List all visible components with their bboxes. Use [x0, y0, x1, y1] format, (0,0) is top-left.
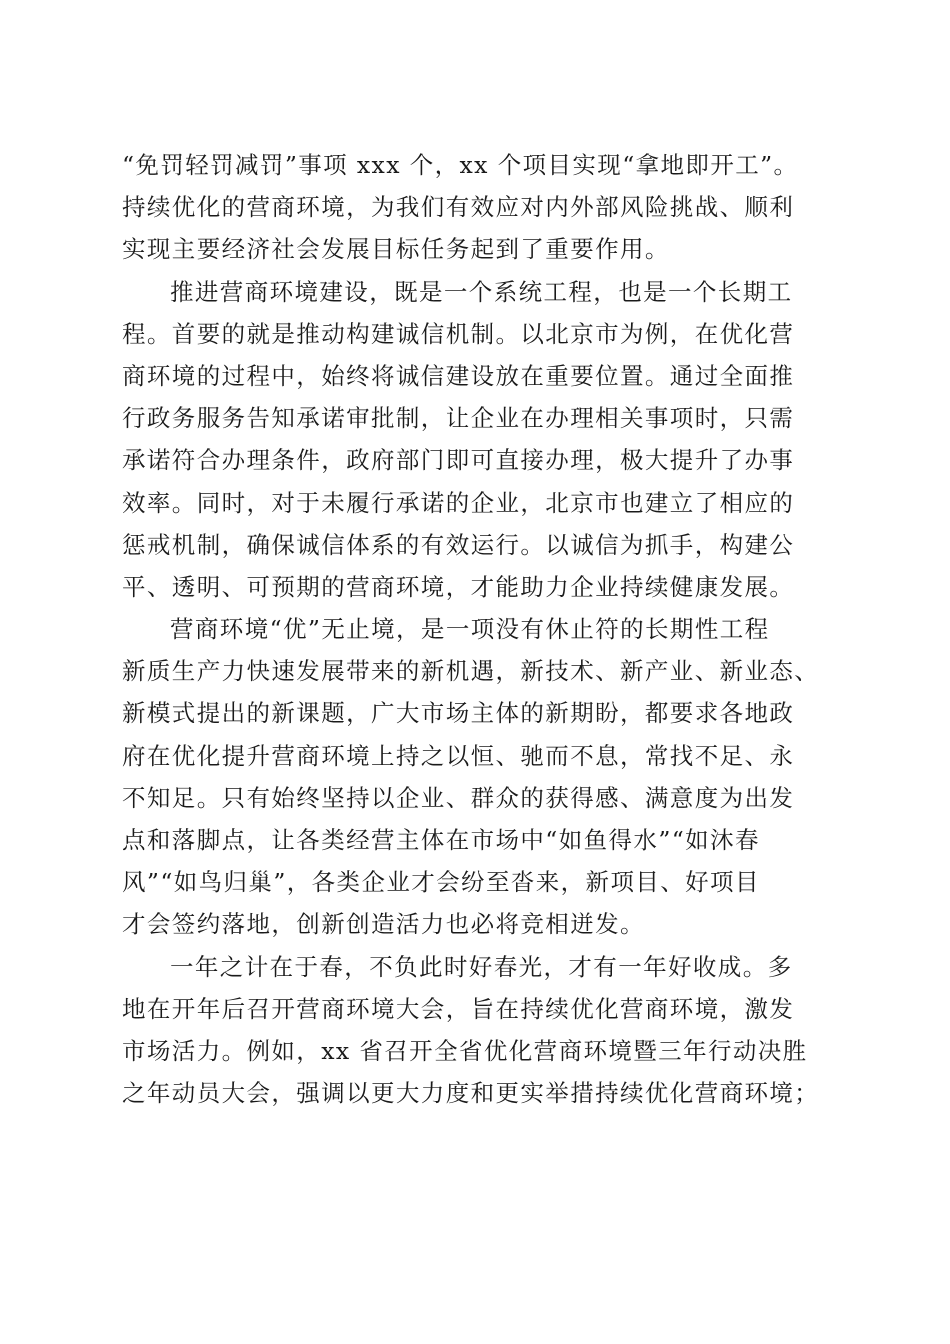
- text-line: 之年动员大会，强调以更大力度和更实举措持续优化营商环境；: [122, 1079, 820, 1108]
- text-line: 新模式提出的新课题，广大市场主体的新期盼，都要求各地政: [122, 699, 795, 728]
- text-line: 风”“如鸟归巢”，各类企业才会纷至沓来，新项目、好项目: [122, 868, 760, 897]
- paragraph-first-line: 推进营商环境建设，既是一个系统工程，也是一个长期工: [170, 277, 793, 306]
- text-line: 实现主要经济社会发展目标任务起到了重要作用。: [122, 235, 670, 264]
- text-line: “免罚轻罚减罚”事项 xxx 个，xx 个项目实现“拿地即开工”。: [122, 151, 799, 179]
- text-line: 平、透明、可预期的营商环境，才能助力企业持续健康发展。: [122, 572, 795, 601]
- text-line: 持续优化的营商环境，为我们有效应对内外部风险挑战、顺利: [122, 193, 795, 222]
- text-line: 市场活力。例如，xx 省召开全省优化营商环境暨三年行动决胜: [122, 1036, 808, 1065]
- text-line: 府在优化提升营商环境上持之以恒、驰而不息，常找不足、永: [122, 741, 795, 770]
- text-line: 程。首要的就是推动构建诚信机制。以北京市为例，在优化营: [122, 319, 795, 348]
- paragraph-first-line: 一年之计在于春，不负此时好春光，才有一年好收成。多: [170, 952, 793, 981]
- text-line: 不知足。只有始终坚持以企业、群众的获得感、满意度为出发: [122, 783, 795, 812]
- text-line: 才会签约落地，创新创造活力也必将竞相迸发。: [122, 910, 645, 939]
- body-text: [122, 144, 828, 1114]
- text-line: 新质生产力快速发展带来的新机遇，新技术、新产业、新业态、: [122, 657, 820, 686]
- text-line: 点和落脚点，让各类经营主体在市场中“如鱼得水”“如沐春: [122, 826, 760, 854]
- text-line: 惩戒机制，确保诚信体系的有效运行。以诚信为抓手，构建公: [122, 530, 795, 559]
- text-line: 承诺符合办理条件，政府部门即可直接办理，极大提升了办事: [122, 446, 795, 475]
- paragraph-first-line: 营商环境“优”无止境，是一项没有休止符的长期性工程: [170, 615, 770, 644]
- text-line: 行政务服务告知承诺审批制，让企业在办理相关事项时，只需: [122, 404, 795, 433]
- text-line: 效率。同时，对于未履行承诺的企业，北京市也建立了相应的: [122, 488, 795, 517]
- text-line: 商环境的过程中，始终将诚信建设放在重要位置。通过全面推: [122, 361, 795, 390]
- text-line: 地在开年后召开营商环境大会，旨在持续优化营商环境，激发: [122, 994, 795, 1023]
